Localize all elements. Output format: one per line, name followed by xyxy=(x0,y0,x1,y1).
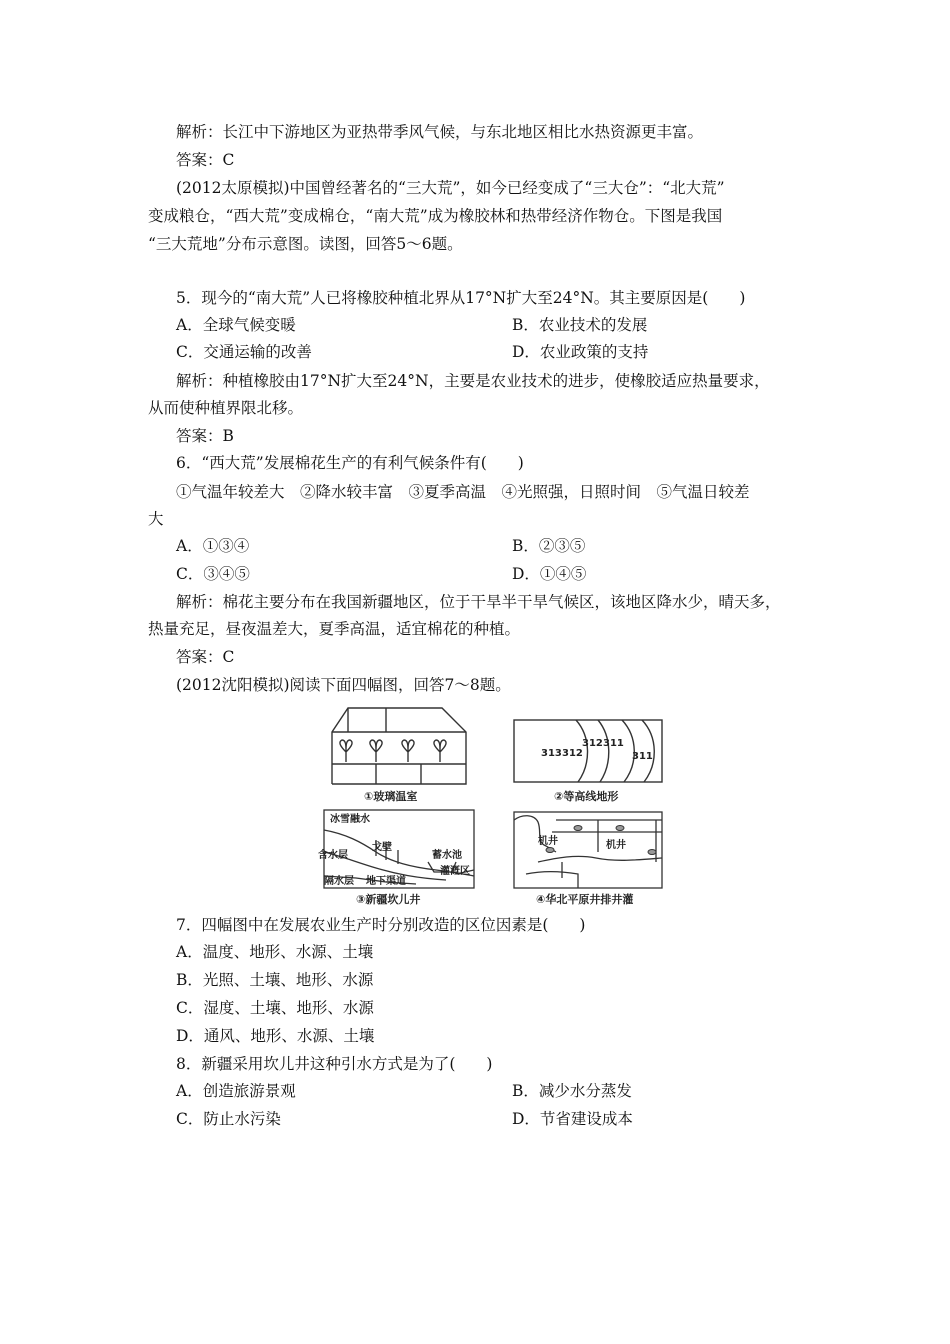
option-7d: D．通风、地形、水源、土壤 xyxy=(176,1027,375,1045)
karez-label: 蓄水池 xyxy=(432,850,462,861)
karez-label: 地下渠道 xyxy=(366,876,406,887)
option-6a: A．①③④ xyxy=(176,537,250,555)
karez-label: 含水层 xyxy=(318,850,348,861)
option-8c: C．防止水污染 xyxy=(176,1110,281,1128)
analysis-line: 解析：长江中下游地区为亚热带季风气候，与东北地区相比水热资源更丰富。 xyxy=(176,123,704,141)
option-5c: C．交通运输的改善 xyxy=(176,343,312,361)
well-icon xyxy=(546,826,656,855)
answer-line: 答案：C xyxy=(176,151,235,169)
wells-panel xyxy=(514,812,662,888)
question-6: 6．“西大荒”发展棉花生产的有利气候条件有( ) xyxy=(176,454,524,472)
option-5b: B．农业技术的发展 xyxy=(512,316,648,334)
karez-caption: ③新疆坎儿井 xyxy=(356,893,421,906)
wells-caption: ④华北平原井排井灌 xyxy=(536,893,634,906)
question-6-items: ①气温年较差大 ②降水较丰富 ③夏季高温 ④光照强，日照时间 ⑤气温日较差 xyxy=(176,483,750,501)
option-6d: D．①④⑤ xyxy=(512,565,587,583)
option-7c: C．湿度、土壤、地形、水源 xyxy=(176,999,374,1017)
four-panel-figure xyxy=(316,702,672,914)
question-8: 8．新疆采用坎儿井这种引水方式是为了( ) xyxy=(176,1055,493,1073)
karez-label: 灌溉区 xyxy=(440,866,470,877)
contour-label: 313 xyxy=(541,748,562,759)
question-6-items-cont: 大 xyxy=(148,510,164,528)
well-label: 机井 xyxy=(538,836,558,847)
intro-line: 变成粮仓，“西大荒”变成棉仓，“南大荒”成为橡胶林和热带经济作物仓。下图是我国 xyxy=(148,207,723,225)
option-8d: D．节省建设成本 xyxy=(512,1110,633,1128)
contour-label: 312 xyxy=(562,748,583,759)
well-label: 机井 xyxy=(606,840,626,851)
karez-label: 戈壁 xyxy=(372,842,392,853)
plant-icon xyxy=(402,740,414,762)
contour-label: 311 xyxy=(632,751,653,762)
question-5: 5．现今的“南大荒”人已将橡胶种植北界从17°N扩大至24°N。其主要原因是( ) xyxy=(176,289,746,307)
intro-line: “三大荒地”分布示意图。读图，回答5～6题。 xyxy=(148,235,463,253)
option-6c: C．③④⑤ xyxy=(176,565,250,583)
contour-label: 312 xyxy=(582,738,603,749)
option-5a: A．全球气候变暖 xyxy=(176,316,296,334)
option-7b: B．光照、土壤、地形、水源 xyxy=(176,971,374,989)
greenhouse-panel xyxy=(332,708,466,784)
answer-5: 答案：B xyxy=(176,427,234,445)
karez-label: 冰雪融水 xyxy=(330,814,370,825)
plant-icon xyxy=(340,740,352,762)
question-7: 7．四幅图中在发展农业生产时分别改造的区位因素是( ) xyxy=(176,916,586,934)
plant-icon xyxy=(434,740,446,762)
option-7a: A．温度、地形、水源、土壤 xyxy=(176,943,374,961)
analysis-6-cont: 热量充足，昼夜温差大，夏季高温，适宜棉花的种植。 xyxy=(148,620,521,638)
option-6b: B．②③⑤ xyxy=(512,537,586,555)
option-8a: A．创造旅游景观 xyxy=(176,1082,296,1100)
answer-6: 答案：C xyxy=(176,648,235,666)
analysis-5-cont: 从而使种植界限北移。 xyxy=(148,399,304,417)
analysis-5: 解析：种植橡胶由17°N扩大至24°N，主要是农业技术的进步，使橡胶适应热量要求， xyxy=(176,372,770,390)
option-8b: B．减少水分蒸发 xyxy=(512,1082,632,1100)
intro-line: (2012太原模拟)中国曾经著名的“三大荒”，如今已经变成了“三大仓”：“北大荒” xyxy=(176,179,725,197)
plant-icon xyxy=(370,740,382,762)
karez-label: 隔水层 xyxy=(324,876,354,887)
option-5d: D．农业政策的支持 xyxy=(512,343,649,361)
greenhouse-caption: ①玻璃温室 xyxy=(364,790,418,803)
intro-7-8: (2012沈阳模拟)阅读下面四幅图，回答7～8题。 xyxy=(176,676,511,694)
contour-label: 311 xyxy=(603,738,624,749)
analysis-6: 解析：棉花主要分布在我国新疆地区，位于干旱半干旱气候区，该地区降水少，晴天多， xyxy=(176,593,781,611)
contour-caption: ②等高线地形 xyxy=(554,790,619,803)
